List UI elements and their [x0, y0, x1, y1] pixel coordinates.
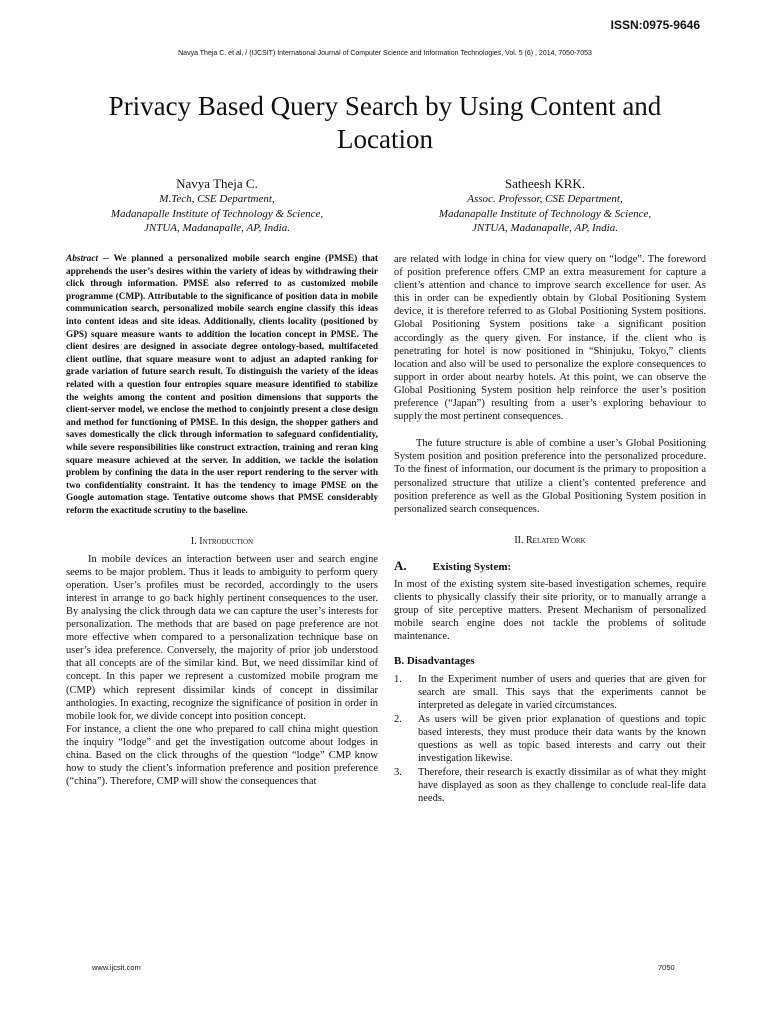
- author-institution: Madanapalle Institute of Technology & Science,: [110, 207, 324, 220]
- running-header: Navya Theja C. et al, / (IJCSIT) International Journal of Computer Science and Information Technologies, Vol. 5 (6) , 2014, 7050-7053: [178, 50, 592, 57]
- subsection-title: Existing System:: [432, 560, 512, 573]
- paper-title: Privacy Based Query Search by Using Content and Location: [108, 91, 662, 154]
- abstract-label: Abstract: [66, 254, 99, 264]
- left-column: [66, 253, 378, 788]
- list-item: [394, 713, 706, 765]
- list-text: In the Experiment number of users and queries that are given for search are small. This says that the experiments cannot be interpreted as delegate in varied circumstances.: [418, 673, 706, 711]
- subsection-existing-system: [394, 559, 706, 574]
- right-column: [394, 253, 706, 806]
- list-item: [394, 673, 706, 712]
- existing-system-text: In most of the existing system site-based investigation schemes, require clients to physically classify their site priority, or to manually arrange a group of site perceptive matters. Present Mechanism of personalized mobile search engine does not tackle the problems of solitude maintenance.: [394, 578, 706, 643]
- section-heading-related-work: II. Related Work: [514, 534, 586, 546]
- author-department: Assoc. Professor, CSE Department,: [467, 193, 623, 205]
- list-item: [394, 766, 706, 805]
- author-name: Navya Theja C.: [176, 176, 258, 191]
- abstract: [66, 253, 378, 517]
- disadvantages-list: [394, 673, 706, 806]
- author-institution: Madanapalle Institute of Technology & Science,: [438, 207, 652, 220]
- intro-paragraph-2-continued: are related with lodge in china for view query on “lodge”. The foreword of position preference offers CMP an extra measurement for capture a client’s attention and chance to improve search excellence for user. As this in order can be expediently obtain by Global Positioning System device, it is therefore referred to as Global Positioning System positions. Global Positioning System positions take a significant position accordingly as the query given. For instance, if the client who is penetrating for hotel is now positioned in “Shinjuku, Tokyo,” clients location and also will be used to personalize the explore consequences to support in order about nearby hotels. At this point, we can observe the Global Positioning System position help reinforce the user’s position preference (“Japan”) resulting from a user’s exploring behaviour to supply the most pertinent consequences.: [394, 254, 706, 423]
- subsection-letter: A.: [394, 557, 407, 573]
- author-department: M.Tech, CSE Department,: [159, 193, 275, 205]
- author-location: JNTUA, Madanapalle, AP, India.: [144, 222, 290, 234]
- subsection-disadvantages: B. Disadvantages: [394, 655, 475, 668]
- section-heading-introduction: I. Introduction: [190, 536, 254, 548]
- abstract-text: -- We planned a personalized mobile search engine (PMSE) that apprehends the user’s desires within the variety of ideas by withdrawing their click through information. PMSE also referred to as customized mobile programme (CMP). Attributable to the significance of position data in mobile communication search, personalized mobile search engine classify this ideas into content ideas and site ideas. Additionally, clients locality (positioned by GPS) square measure wants to addition the location concept in PMSE. The client desires are designed in associate degree ontology-based, multifaceted client outline, that square measure wont to adjust an adapted ranking for grade variation of future search result. To distinguish the variety of the ideas related with a question four entropies square measure identified to stabilize the weights among the content and position dimensions that supports the client-server model, we enclose the method to conjointly present a close design and method for functioning of PMSE. In this design, the shopper gathers and saves domestically the click through information to safeguard confidentiality, while severe responsibilities like construct extraction, training and reran king square measure achieved at the server. In addition, we tackle the isolation problem by confining the data in the user report rendering to the server with two confidentiality constraint. It has the tendency to image PMSE on the Google automation stage. Tentative outcome shows that PMSE considerably reform the exactitude scrutiny to the baseline.: [66, 254, 378, 516]
- list-number: 1.: [394, 673, 402, 685]
- list-text: Therefore, their research is exactly dissimilar as of what they might have displayed as soon as they challenge to conclude real-life data needs.: [418, 767, 706, 805]
- author-location: JNTUA, Madanapalle, AP, India.: [472, 222, 618, 234]
- author-block-1: [52, 175, 382, 236]
- author-block-2: [380, 175, 710, 236]
- author-name: Satheesh KRK.: [504, 176, 586, 191]
- list-number: 3.: [394, 767, 402, 779]
- page-number: 7050: [658, 963, 675, 972]
- footer-url: www.ijcsit.com: [92, 963, 141, 972]
- intro-paragraph-1: In mobile devices an interaction between user and search engine seems to be major problem. Thus it leads to ambiguity to perform query operation. User’s profiles must be recorded, accordingly to the users interest in arrange to go back highly pertinent consequences to the user. By analysing the click through data we can capture the user’s interests for personalization. The methods that are based on page preference are not more effective when compared to a personalization technique base on user’s idea preference. Conversely, the majority of prior job understood that all concepts are of the similar kind. But, we need dissimilar kind of concept. In this paper we represent a customized mobile program me (CMP) which represent dissimilar kinds of concept in dissimilar anthologies. In exacting, recognize the significance of position in order in mobile look for, we divide concept into position concept.: [66, 553, 378, 722]
- intro-paragraph-2: For instance, a client the one who prepared to call china might question the inquiry “lodge” and get the investigation outcome about lodges in china. Based on the click throughs of the question “lodge” CMP know how to study the client’s information preference and position preference (“china”). Therefore, CMP will show the consequences that: [66, 723, 378, 788]
- list-number: 2.: [394, 713, 402, 725]
- intro-paragraph-3: The future structure is able of combine a user’s Global Positioning System position and position preference into the personalized procedure. To the finest of information, our document is the primary to proposition a personalized structure that utilize a client’s contented preference and position preference as well as the Global Positioning System position in personalized search consequences.: [394, 438, 706, 515]
- issn-label: ISSN:0975-9646: [610, 18, 700, 32]
- list-text: As users will be given prior explanation of questions and topic based interests, they must produce their data wants by the known questions as well as topic based interests and carry out their investigation likewise.: [418, 713, 706, 765]
